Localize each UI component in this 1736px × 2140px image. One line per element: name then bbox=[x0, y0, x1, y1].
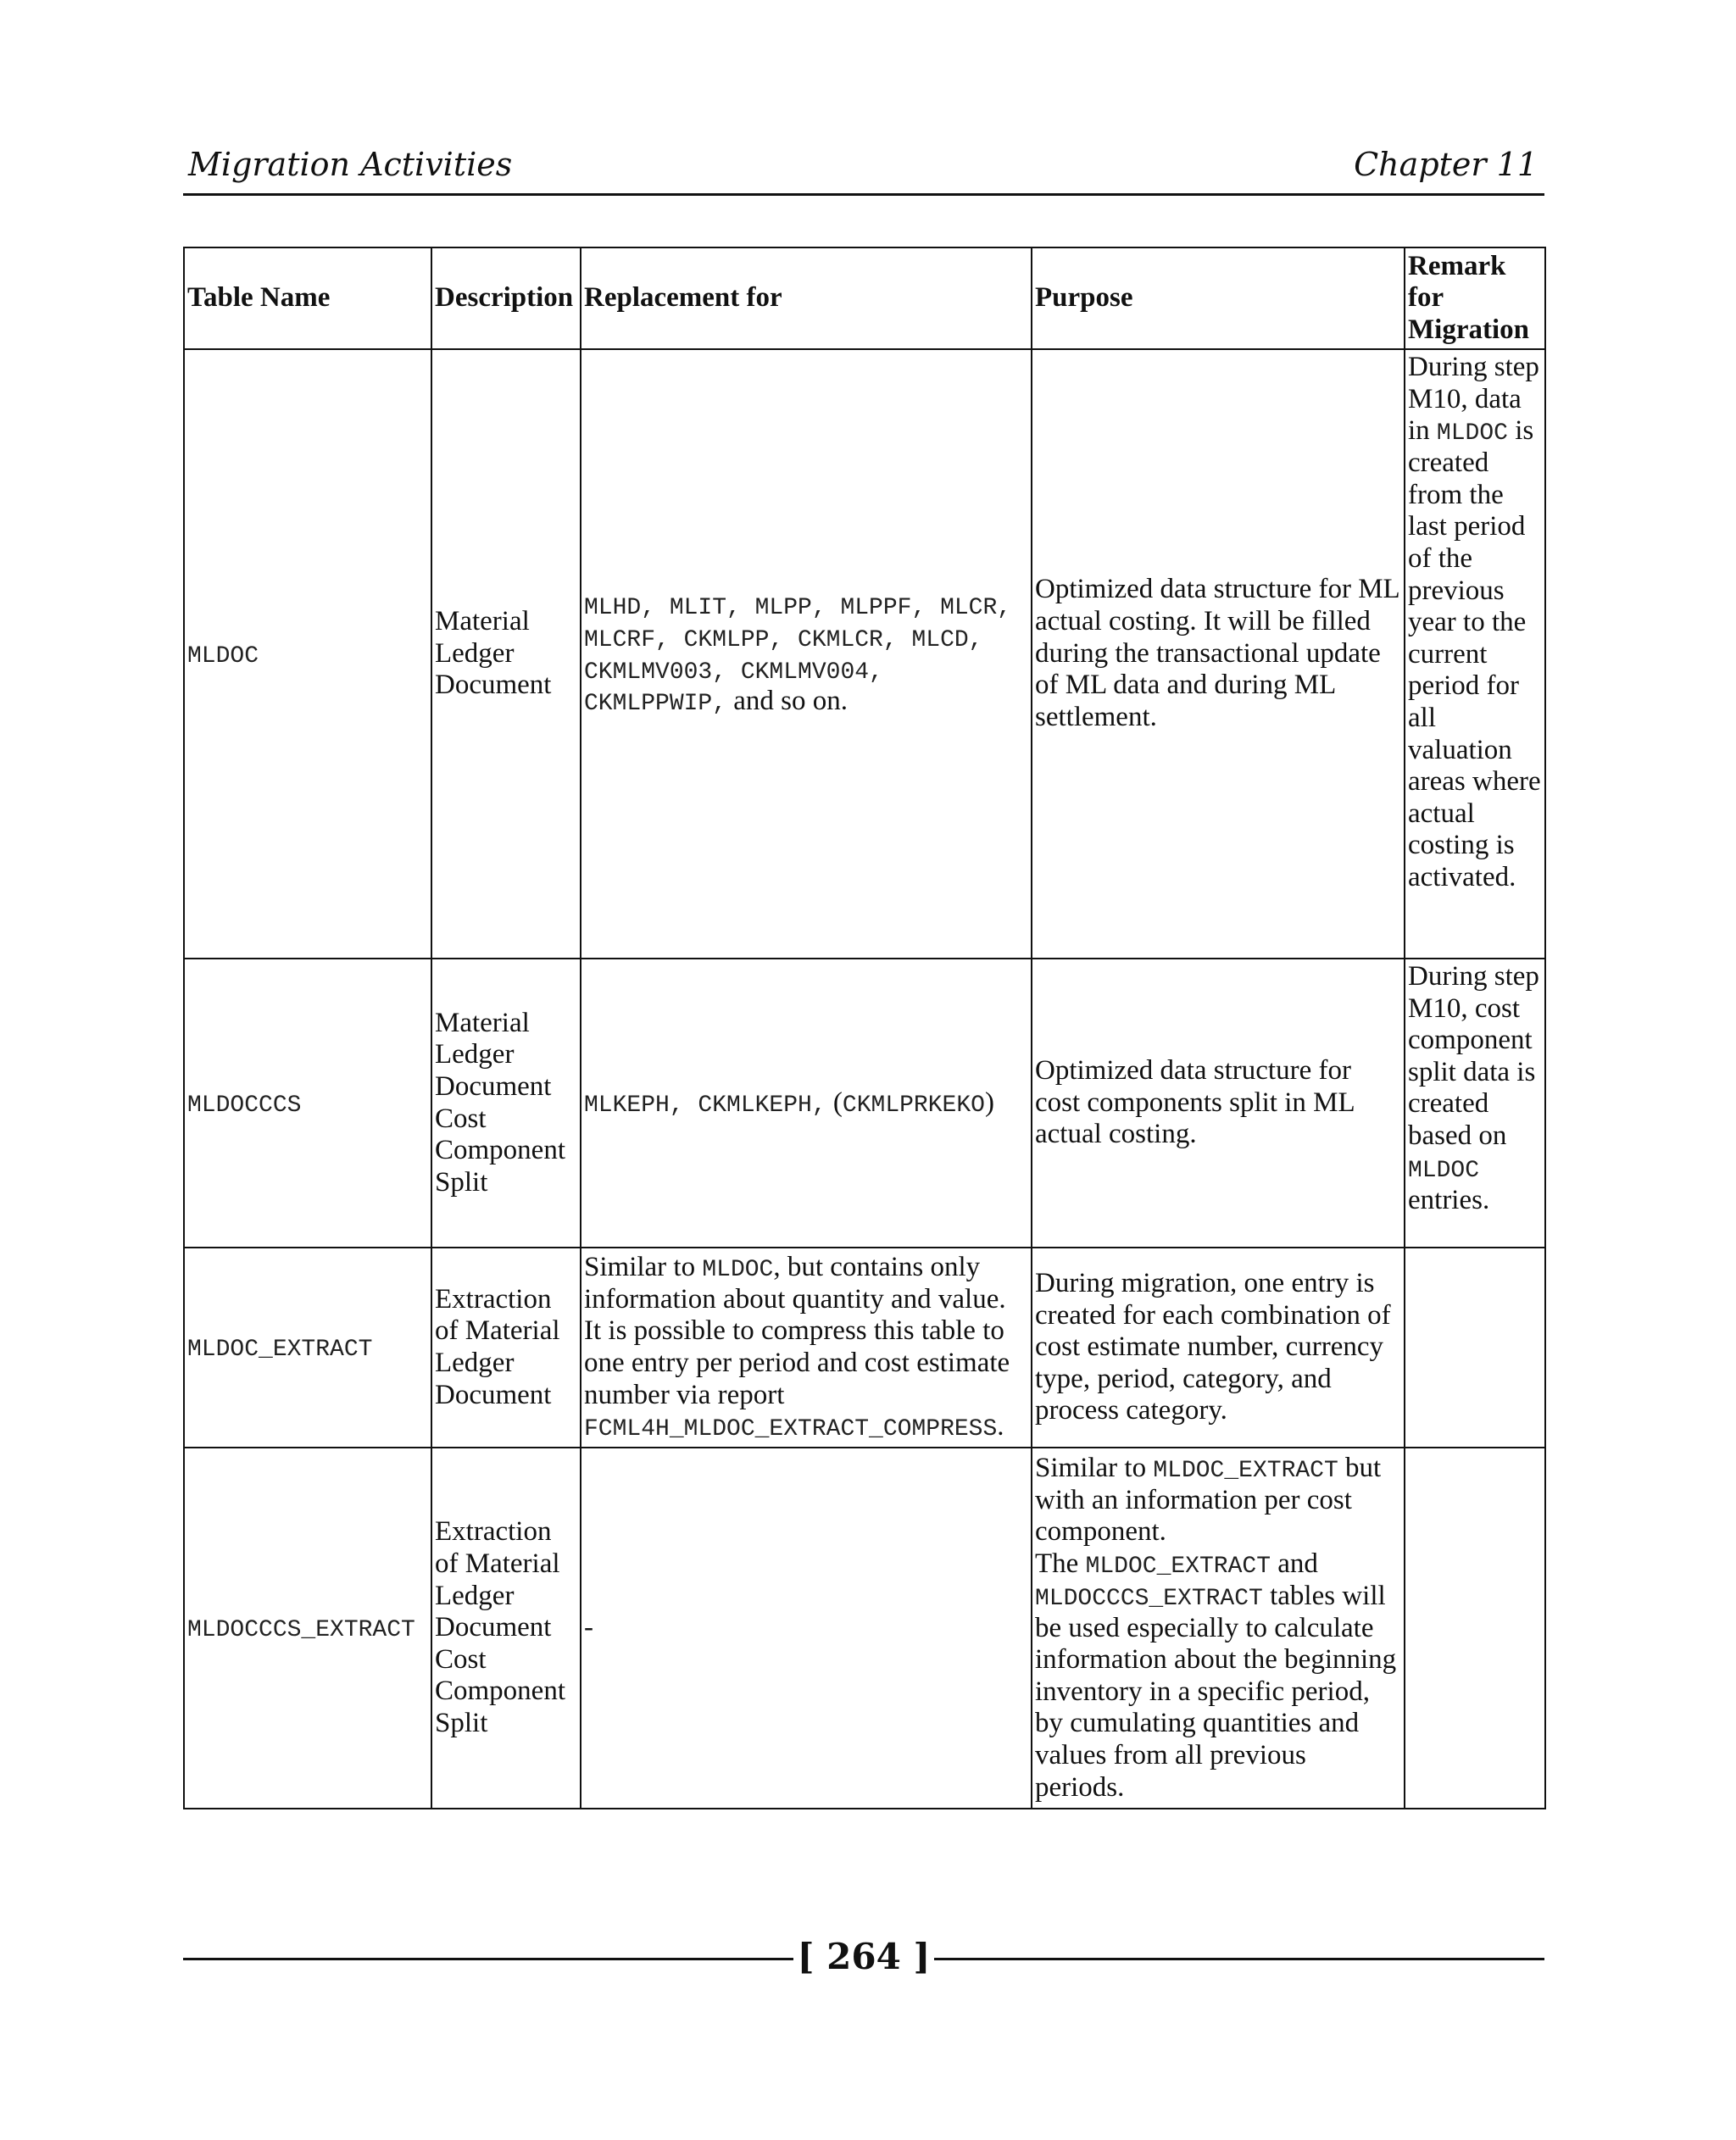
purpose-cell: Optimized data structure for ML actual costing. It will be filled during the transactional update of ML data and during ML settlement. bbox=[1032, 349, 1405, 959]
running-header bbox=[183, 142, 1544, 196]
remark-code: MLDOC bbox=[1408, 1157, 1480, 1184]
table-name-cell bbox=[184, 1448, 431, 1809]
description-cell: Material Ledger Document bbox=[431, 349, 581, 959]
remark-text-a: During step M10, data in bbox=[1408, 352, 1539, 447]
replacement-cell bbox=[581, 959, 1032, 1248]
purpose-cell bbox=[1032, 1448, 1405, 1809]
column-header-replacement-for: Replacement for bbox=[581, 247, 1032, 349]
purpose-text-e: tables will be used especially to calculate information about the beginning inventory in a specific period, by cumulating quantities and values from all previous periods. bbox=[1035, 1580, 1397, 1803]
description-cell: Extraction of Material Ledger Document bbox=[431, 1248, 581, 1448]
column-header-description: Description bbox=[431, 247, 581, 349]
replacement-cell bbox=[581, 349, 1032, 959]
purpose-code: MLDOCCCS_EXTRACT bbox=[1035, 1585, 1263, 1612]
replacement-text-a: Similar to bbox=[584, 1251, 696, 1282]
remark-cell bbox=[1405, 349, 1545, 959]
replacement-code: MLDOC bbox=[702, 1256, 774, 1283]
table-name-cell bbox=[184, 1248, 431, 1448]
replacement-codes: MLKEPH, CKMLKEPH, bbox=[584, 1092, 826, 1119]
remark-code: MLDOC bbox=[1436, 420, 1508, 447]
remark-cell bbox=[1405, 1248, 1545, 1448]
table-row bbox=[184, 1448, 1545, 1809]
table-row bbox=[184, 1248, 1545, 1448]
remark-text-b: entries. bbox=[1408, 1184, 1490, 1215]
purpose-code: MLDOC_EXTRACT bbox=[1085, 1553, 1271, 1580]
column-header-remark-for-migration: Remark for Migration bbox=[1405, 247, 1545, 349]
replacement-cell bbox=[581, 1248, 1032, 1448]
description-cell: Material Ledger Document Cost Component Split bbox=[431, 959, 581, 1248]
replacement-close-paren: ) bbox=[984, 1087, 994, 1118]
table-name: MLDOCCCS_EXTRACT bbox=[187, 1617, 415, 1644]
purpose-text-d: and bbox=[1277, 1548, 1318, 1579]
purpose-text-c: The bbox=[1035, 1548, 1079, 1579]
table-name: MLDOCCCS bbox=[187, 1092, 302, 1119]
table-header-row bbox=[184, 247, 1545, 349]
replacement-text-b: , but contains only information about quantity and value. It is possible to compress this table to one entry per period and cost estimate number via report bbox=[584, 1251, 1010, 1410]
purpose-cell: Optimized data structure for cost components split in ML actual costing. bbox=[1032, 959, 1405, 1248]
replacement-tail: and so on. bbox=[733, 686, 849, 717]
remark-text-a: During step M10, cost component split data is created based on bbox=[1408, 961, 1539, 1152]
chapter-number: Chapter 11 bbox=[1354, 146, 1538, 183]
column-header-purpose: Purpose bbox=[1032, 247, 1405, 349]
remark-cell bbox=[1405, 1448, 1545, 1809]
replacement-code-optional: CKMLPRKEKO bbox=[842, 1092, 985, 1119]
table-name: MLDOC bbox=[187, 642, 259, 670]
replacement-text-c: . bbox=[997, 1411, 1004, 1442]
page-number: [ 264 ] bbox=[797, 1936, 931, 1977]
remark-cell bbox=[1405, 959, 1545, 1248]
table-name: MLDOC_EXTRACT bbox=[187, 1337, 373, 1364]
remark-text-b: is created from the last period of the previous year to the current period for all valuation areas where actual costing is activated. bbox=[1408, 415, 1541, 893]
table-name-cell bbox=[184, 959, 431, 1248]
replacement-cell: - bbox=[581, 1448, 1032, 1809]
purpose-text-b: but with an information per cost component. bbox=[1035, 1452, 1382, 1548]
purpose-code: MLDOC_EXTRACT bbox=[1153, 1457, 1338, 1484]
chapter-title: Migration Activities bbox=[188, 146, 513, 183]
description-cell: Extraction of Material Ledger Document Cost Component Split bbox=[431, 1448, 581, 1809]
purpose-cell: During migration, one entry is created for each combination of cost estimate number, currency type, period, category, and process category. bbox=[1032, 1248, 1405, 1448]
column-header-table-name: Table Name bbox=[184, 247, 431, 349]
table-row bbox=[184, 349, 1545, 959]
replacement-codes: MLHD, MLIT, MLPP, MLPPF, MLCR, MLCRF, CKMLPP, CKMLCR, MLCD, CKMLMV003, CKMLMV004, CKMLPPWIP, bbox=[584, 594, 1012, 718]
table-name-cell bbox=[184, 349, 431, 959]
page-footer bbox=[183, 1932, 1544, 1983]
purpose-text-a: Similar to bbox=[1035, 1452, 1147, 1483]
migration-tables-table bbox=[183, 247, 1546, 1809]
report-name-code: FCML4H_MLDOC_EXTRACT_COMPRESS bbox=[584, 1416, 998, 1443]
table-row bbox=[184, 959, 1545, 1248]
footer-rule-right bbox=[934, 1958, 1544, 1960]
replacement-open-paren: ( bbox=[832, 1087, 843, 1118]
